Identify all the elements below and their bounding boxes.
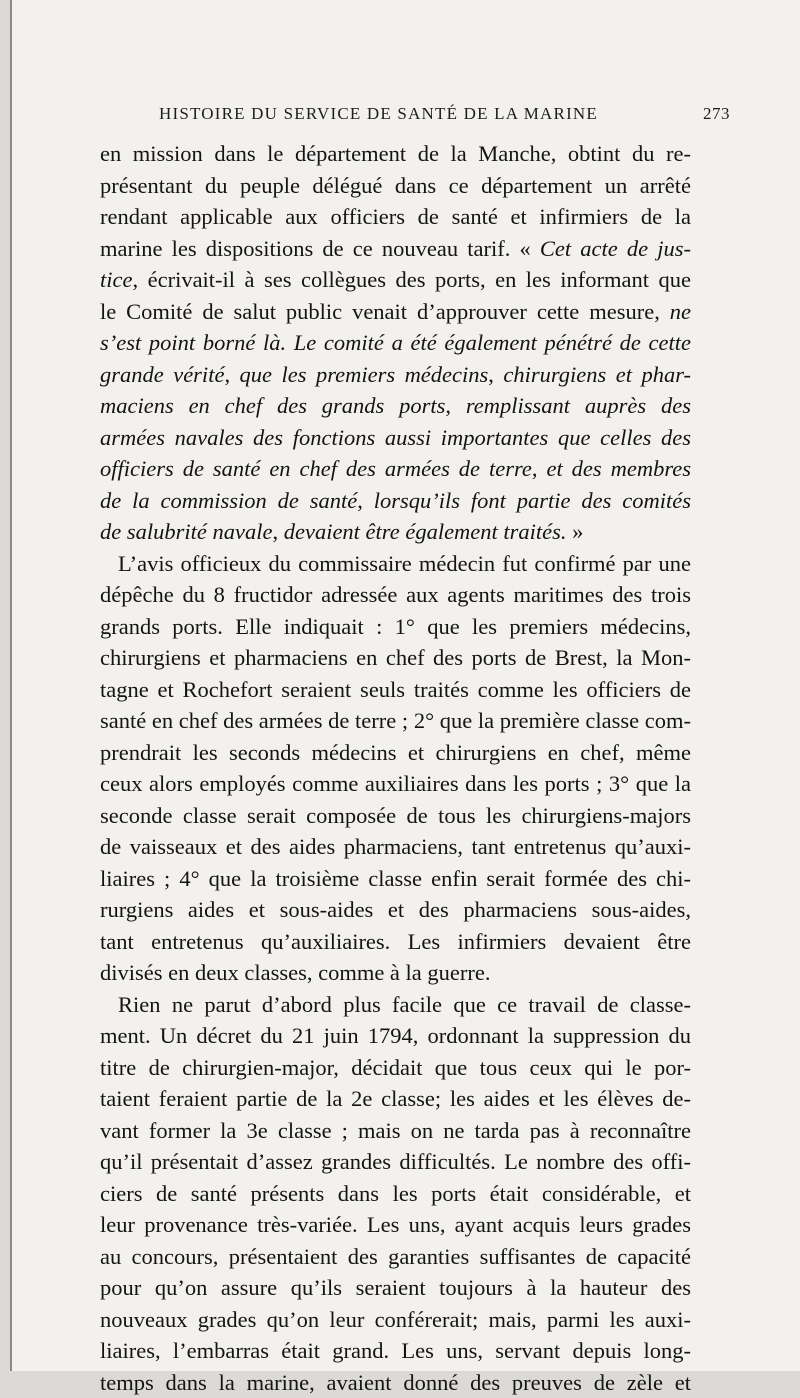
text-segment: , écrivait-il à ses collègues des ports, en les informant que — [132, 267, 691, 292]
text-segment: chirurgiens et phar- — [503, 362, 691, 387]
text-segment: santé en chef des armées de terre ; 2° que la première classe com- — [100, 708, 691, 733]
text-segment: qu’il présentait d’assez grandes difficultés. Le nombre des offi- — [100, 1149, 691, 1174]
text-segment: de vaisseaux et des aides pharmaciens, tant entretenus qu’auxi- — [100, 834, 691, 859]
body-text — [100, 138, 691, 1398]
text-line — [100, 1052, 691, 1084]
text-line — [100, 705, 691, 737]
text-line — [100, 1304, 691, 1336]
text-segment: marine les dispositions de ce nouveau tarif. « — [100, 236, 540, 261]
running-header — [159, 104, 730, 124]
text-line — [100, 1367, 691, 1398]
text-line — [100, 642, 691, 674]
text-segment: titre de chirurgien-major, décidait que tous ceux qui le por- — [100, 1055, 691, 1080]
text-segment: pour qu’on assure qu’ils seraient toujours à la hauteur des — [100, 1275, 691, 1300]
text-segment: lorsqu’ils font partie des comités — [374, 488, 691, 513]
text-line — [100, 1209, 691, 1241]
text-line — [100, 327, 691, 359]
text-line — [100, 957, 691, 989]
text-segment: vant former la 3e classe ; mais on ne tarda pas à reconnaître — [100, 1118, 691, 1143]
text-segment: présentant du peuple délégué dans ce département un arrêté — [100, 173, 691, 198]
text-line — [100, 926, 691, 958]
text-line — [100, 516, 691, 548]
text-segment: grands ports. Elle indiquait : 1° que les premiers médecins, — [100, 614, 691, 639]
text-segment: taient feraient partie de la 2e classe; les aides et les élèves de- — [100, 1086, 691, 1111]
text-segment: tice — [100, 267, 132, 292]
book-page — [10, 0, 800, 1371]
text-segment: et des membres — [546, 456, 691, 481]
text-segment: devaient être également traités. — [284, 519, 567, 544]
text-segment: nouveaux grades qu’on leur conférerait; mais, parmi les auxi- — [100, 1307, 691, 1332]
text-segment: ne — [670, 299, 691, 324]
text-line — [100, 548, 691, 580]
text-line — [100, 1178, 691, 1210]
text-line — [100, 800, 691, 832]
text-line — [100, 674, 691, 706]
text-segment: ceux alors employés comme auxiliaires dans les ports ; 3° que la — [100, 771, 691, 796]
text-segment: rendant applicable aux officiers de santé et infirmiers de la — [100, 204, 691, 229]
text-line — [100, 737, 691, 769]
text-line — [100, 894, 691, 926]
text-segment: seconde classe serait composée de tous les chirurgiens-majors — [100, 803, 691, 828]
text-line — [100, 390, 691, 422]
text-segment: , — [445, 393, 465, 418]
text-segment: officiers de santé en chef des armées de terre — [100, 456, 532, 481]
text-segment: tagne et Rochefort seraient seuls traités comme les officiers de — [100, 677, 691, 702]
text-line — [100, 1272, 691, 1304]
text-segment: L’avis officieux du commissaire médecin fut confirmé par une — [118, 551, 691, 576]
text-segment: en mission dans le département de la Manche, obtint du re- — [100, 141, 691, 166]
text-segment: armées navales des fonctions aussi importantes que celles des — [100, 425, 691, 450]
text-segment: Cet acte de jus- — [540, 236, 691, 261]
text-line — [100, 485, 691, 517]
running-title: HISTOIRE DU SERVICE DE SANTÉ DE LA MARINE — [159, 104, 598, 124]
text-segment: le Comité de salut public venait d’approuver cette mesure, — [100, 299, 670, 324]
text-segment: prendrait les seconds médecins et chirurgiens en chef, même — [100, 740, 691, 765]
text-segment: maciens en chef des grands ports — [100, 393, 445, 418]
text-segment: remplissant auprès des — [466, 393, 691, 418]
text-line — [100, 989, 691, 1021]
text-segment: liaires ; 4° que la troisième classe enfin serait formée des chi- — [100, 866, 691, 891]
text-segment: , — [488, 362, 503, 387]
text-line — [100, 579, 691, 611]
text-segment: divisés en deux classes, comme à la guerre. — [100, 960, 491, 985]
text-line — [100, 1146, 691, 1178]
text-segment: liaires, l’embarras était grand. Les uns, servant depuis long- — [100, 1338, 691, 1363]
text-line — [100, 296, 691, 328]
text-segment: que les premiers médecins — [240, 362, 489, 387]
text-line — [100, 170, 691, 202]
text-segment: , — [224, 362, 239, 387]
text-segment: ciers de santé présents dans les ports était considérable, et — [100, 1181, 691, 1206]
text-segment: dépêche du 8 fructidor adressée aux agents maritimes des trois — [100, 582, 691, 607]
text-line — [100, 1335, 691, 1367]
text-line — [100, 1083, 691, 1115]
text-segment: Rien ne parut d’abord plus facile que ce travail de classe- — [118, 992, 691, 1017]
text-segment: » — [567, 519, 584, 544]
text-line — [100, 863, 691, 895]
text-line — [100, 768, 691, 800]
text-line — [100, 611, 691, 643]
text-segment: temps dans la marine, avaient donné des preuves de zèle et — [100, 1370, 691, 1395]
page-number: 273 — [703, 104, 730, 124]
text-line — [100, 1115, 691, 1147]
text-segment: leur provenance très-variée. Les uns, ayant acquis leurs grades — [100, 1212, 691, 1237]
text-line — [100, 1020, 691, 1052]
text-line — [100, 831, 691, 863]
text-segment: tant entretenus qu’auxiliaires. Les infirmiers devaient être — [100, 929, 691, 954]
text-line — [100, 1241, 691, 1273]
text-segment: au concours, présentaient des garanties suffisantes de capacité — [100, 1244, 691, 1269]
text-segment: s’est point borné là. Le comité a été également pénétré de cette — [100, 330, 691, 355]
text-line — [100, 138, 691, 170]
text-segment: , — [357, 488, 374, 513]
text-line — [100, 201, 691, 233]
text-line — [100, 359, 691, 391]
text-segment: chirurgiens et pharmaciens en chef des ports de Brest, la Mon- — [100, 645, 691, 670]
text-segment: , — [532, 456, 547, 481]
text-line — [100, 422, 691, 454]
text-line — [100, 233, 691, 265]
text-segment: grande vérité — [100, 362, 224, 387]
text-segment: de salubrité navale — [100, 519, 272, 544]
text-line — [100, 453, 691, 485]
text-line — [100, 264, 691, 296]
text-segment: de la commission de santé — [100, 488, 357, 513]
text-segment: , — [272, 519, 283, 544]
text-segment: ment. Un décret du 21 juin 1794, ordonnant la suppression du — [100, 1023, 691, 1048]
text-segment: rurgiens aides et sous-aides et des pharmaciens sous-aides, — [100, 897, 691, 922]
